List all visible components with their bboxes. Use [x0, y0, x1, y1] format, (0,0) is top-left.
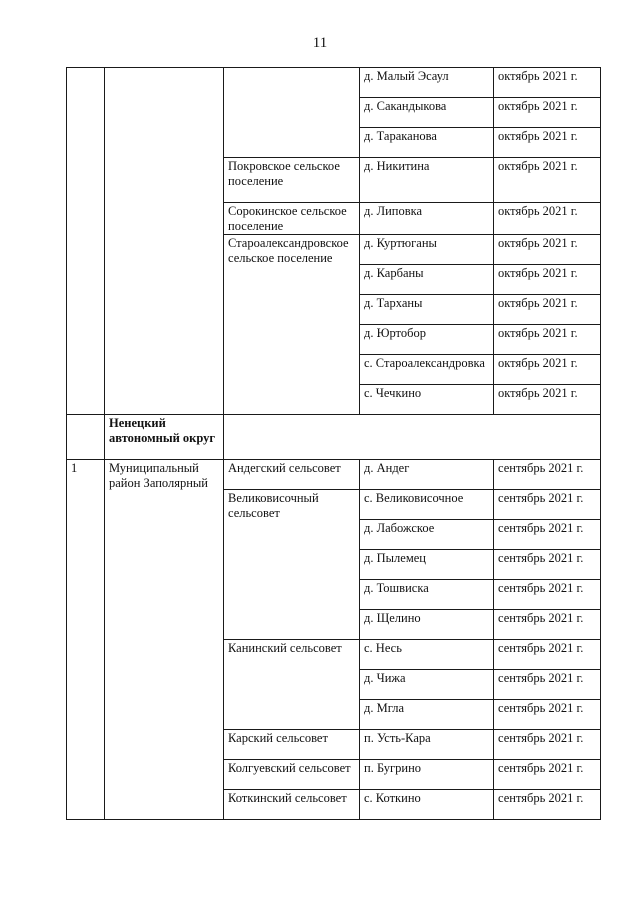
table-cell-date: октябрь 2021 г. [494, 355, 601, 385]
table-cell-date: октябрь 2021 г. [494, 325, 601, 355]
table-cell-settlement: д. Мгла [360, 700, 494, 730]
table-cell-region [105, 68, 224, 415]
table-cell-date: сентябрь 2021 г. [494, 730, 601, 760]
table-cell-settlement: д. Карбаны [360, 265, 494, 295]
table-cell-settlement: с. Чечкино [360, 385, 494, 415]
table-cell-municipality: Сорокинское сельское поселение [224, 203, 360, 235]
table-cell-date: октябрь 2021 г. [494, 265, 601, 295]
table-cell-municipality [224, 68, 360, 158]
table-cell-date: сентябрь 2021 г. [494, 700, 601, 730]
table-cell-settlement: с. Староалександровка [360, 355, 494, 385]
table-cell-date: сентябрь 2021 г. [494, 490, 601, 520]
table-cell-date: сентябрь 2021 г. [494, 460, 601, 490]
table-cell-settlement: д. Никитина [360, 158, 494, 203]
table-cell-date: сентябрь 2021 г. [494, 520, 601, 550]
table-cell-settlement: д. Тарханы [360, 295, 494, 325]
table-cell-municipality: Покровское сельское поселение [224, 158, 360, 203]
table-cell-settlement: п. Бугрино [360, 760, 494, 790]
table-cell-index [67, 68, 105, 415]
table-cell-municipality: Колгуевский сельсовет [224, 760, 360, 790]
table-row [67, 68, 601, 98]
table-cell-settlement: п. Усть-Кара [360, 730, 494, 760]
table-cell-municipality: Карский сельсовет [224, 730, 360, 760]
table-cell-settlement: д. Юртобор [360, 325, 494, 355]
table-cell-municipality: Канинский сельсовет [224, 640, 360, 730]
table-cell-municipality [224, 415, 601, 460]
table-cell-date: октябрь 2021 г. [494, 385, 601, 415]
table-cell-settlement: д. Андег [360, 460, 494, 490]
table-cell-date: сентябрь 2021 г. [494, 670, 601, 700]
table-cell-date: октябрь 2021 г. [494, 235, 601, 265]
table-row [67, 415, 601, 460]
table-cell-date: сентябрь 2021 г. [494, 790, 601, 820]
table-cell-date: октябрь 2021 г. [494, 128, 601, 158]
table-cell-settlement: д. Чижа [360, 670, 494, 700]
settlements-table [66, 67, 601, 820]
table-cell-settlement: д. Сакандыкова [360, 98, 494, 128]
table-cell-date: сентябрь 2021 г. [494, 640, 601, 670]
table-cell-settlement: д. Пылемец [360, 550, 494, 580]
table-cell-settlement: д. Щелино [360, 610, 494, 640]
table-cell-settlement: д. Липовка [360, 203, 494, 235]
table-cell-settlement: д. Тараканова [360, 128, 494, 158]
table-cell-settlement: с. Коткино [360, 790, 494, 820]
table-cell-settlement: д. Тошвиска [360, 580, 494, 610]
table-cell-date: октябрь 2021 г. [494, 158, 601, 203]
table-cell-municipality: Великовисочный сельсовет [224, 490, 360, 640]
table-cell-settlement: д. Куртюганы [360, 235, 494, 265]
table-cell-municipality: Староалександровское сельское поселение [224, 235, 360, 415]
table-row [67, 460, 601, 490]
table-cell-date: октябрь 2021 г. [494, 203, 601, 235]
table-cell-settlement: с. Несь [360, 640, 494, 670]
table-cell-index: 1 [67, 460, 105, 820]
table-cell-municipality: Андегский сельсовет [224, 460, 360, 490]
table-cell-date: сентябрь 2021 г. [494, 760, 601, 790]
page-number: 11 [312, 35, 328, 51]
table-cell-region: Ненецкий автономный округ [105, 415, 224, 460]
table-cell-date: октябрь 2021 г. [494, 68, 601, 98]
table-cell-municipality: Коткинский сельсовет [224, 790, 360, 820]
table-cell-date: сентябрь 2021 г. [494, 580, 601, 610]
table-cell-date: сентябрь 2021 г. [494, 550, 601, 580]
table-cell-date: сентябрь 2021 г. [494, 610, 601, 640]
table-cell-settlement: с. Великовисочное [360, 490, 494, 520]
table-cell-date: октябрь 2021 г. [494, 98, 601, 128]
table-cell-index [67, 415, 105, 460]
table-cell-region: Муниципальный район Заполярный [105, 460, 224, 820]
table-cell-settlement: д. Лабожское [360, 520, 494, 550]
table-cell-settlement: д. Малый Эсаул [360, 68, 494, 98]
table-cell-date: октябрь 2021 г. [494, 295, 601, 325]
